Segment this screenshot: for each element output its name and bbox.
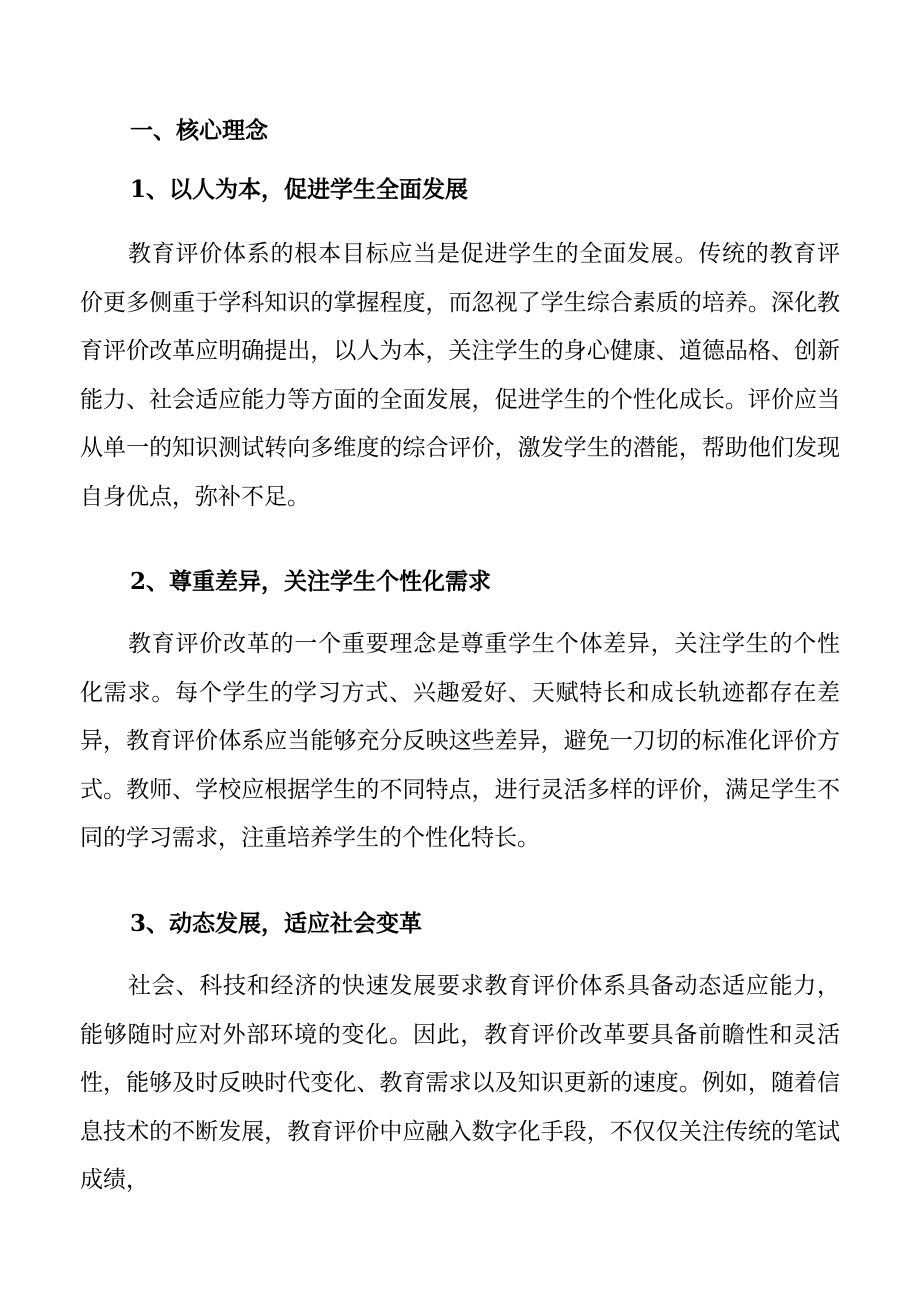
- subsection-paragraph-2: 教育评价改革的一个重要理念是尊重学生个体差异，关注学生的个性化需求。每个学生的学习方式、兴趣爱好、天赋特长和成长轨迹都存在差异，教育评价体系应当能够充分反映这些差异，避免一刀切的标准化评价方式。教师、学校应根据学生的不同特点，进行灵活多样的评价，满足学生不同的学习需求，注重培养学生的个性化特长。: [80, 631, 840, 851]
- subsection-heading-2: 2、尊重差异，关注学生个性化需求: [130, 568, 492, 595]
- subsection-paragraph-3: 社会、科技和经济的快速发展要求教育评价体系具备动态适应能力，能够随时应对外部环境的变化。因此，教育评价改革要具备前瞻性和灵活性，能够及时反映时代变化、教育需求以及知识更新的速度。例如，随着信息技术的不断发展，教育评价中应融入数字化手段，不仅仅关注传统的笔试成绩，: [80, 973, 840, 1193]
- subsection-heading-1: 1、以人为本，促进学生全面发展: [130, 176, 469, 203]
- subsection-paragraph-1: 教育评价体系的根本目标应当是促进学生的全面发展。传统的教育评价更多侧重于学科知识的掌握程度，而忽视了学生综合素质的培养。深化教育评价改革应明确提出，以人为本，关注学生的身心健康、道德品格、创新能力、社会适应能力等方面的全面发展，促进学生的个性化成长。评价应当从单一的知识测试转向多维度的综合评价，激发学生的潜能，帮助他们发现自身优点，弥补不足。: [80, 241, 840, 510]
- section-title: 一、核心理念: [130, 118, 268, 144]
- subsection-heading-3: 3、动态发展，适应社会变革: [130, 910, 423, 937]
